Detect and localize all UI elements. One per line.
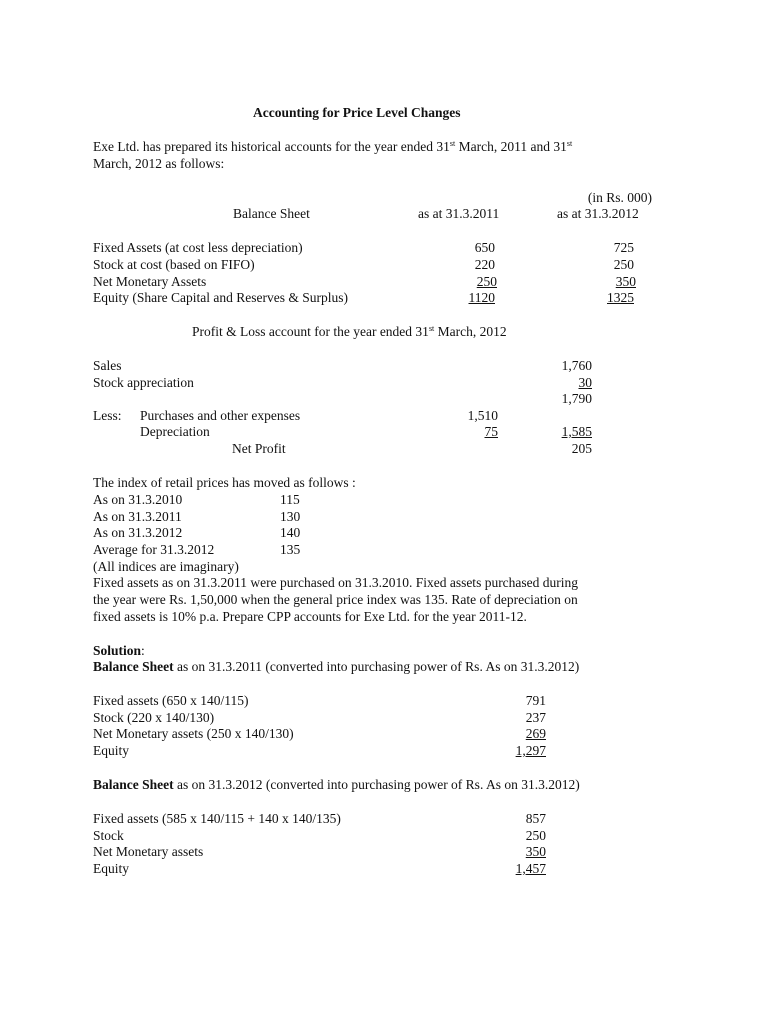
bs-row-label: Equity (Share Capital and Reserves & Surplus)	[93, 290, 348, 305]
solution-bs1-row-value: 237	[525, 710, 546, 725]
bs-label: Balance Sheet	[233, 206, 310, 221]
bs-row-v1: 220	[474, 257, 495, 272]
index-row-label: As on 31.3.2012	[93, 525, 183, 540]
bs-row-label: Stock at cost (based on FIFO)	[93, 257, 255, 272]
pl-title-a: Profit & Loss account for the year ended 31	[192, 324, 429, 339]
solution-bs2-heading	[93, 777, 580, 793]
pl-sales-label: Sales	[93, 358, 122, 373]
intro-line-2: March, 2012 as follows:	[93, 156, 225, 171]
solution-bs2-row-label: Fixed assets (585 x 140/115 + 140 x 140/135)	[93, 811, 341, 826]
question-paragraph-line: the year were Rs. 1,50,000 when the general price index was 135. Rate of depreciation on	[93, 592, 578, 607]
pl-sales-value: 1,760	[561, 358, 592, 373]
bs-col2-header: as at 31.3.2012	[557, 206, 639, 221]
solution-bs1-row-label: Net Monetary assets (250 x 140/130)	[93, 726, 294, 741]
pl-depreciation-value: 75	[484, 424, 498, 439]
pl-net-profit-value: 205	[571, 441, 592, 456]
solution-bs1-row-value: 1,297	[515, 743, 546, 758]
solution-bs1-row-label: Stock (220 x 140/130)	[93, 710, 215, 725]
index-row-value: 135	[280, 542, 301, 557]
index-row-label: As on 31.3.2011	[93, 509, 182, 524]
pl-less-label: Less:	[93, 408, 122, 423]
bs-row-v2: 1325	[607, 290, 634, 305]
index-row-value: 130	[280, 509, 301, 524]
bs-row-label: Net Monetary Assets	[93, 274, 207, 289]
bs-row-v1: 650	[474, 240, 495, 255]
intro-sup-1: st	[449, 139, 456, 148]
solution-bs1-rest: as on 31.3.2011 (converted into purchasing power of Rs. As on 31.3.2012)	[173, 659, 580, 674]
intro-line-1	[93, 139, 572, 155]
solution-bs2-row-label: Equity	[93, 861, 129, 876]
solution-bs2-row-label: Net Monetary assets	[93, 844, 204, 859]
bs-row-label: Fixed Assets (at cost less depreciation)	[93, 240, 303, 255]
pl-title	[192, 324, 507, 340]
pl-subtotal: 1,790	[561, 391, 592, 406]
index-heading: The index of retail prices has moved as follows :	[93, 475, 356, 490]
index-row-value: 115	[280, 492, 300, 507]
question-paragraph-line: Fixed assets as on 31.3.2011 were purchased on 31.3.2010. Fixed assets purchased during	[93, 575, 579, 590]
solution-bs1-bold: Balance Sheet	[93, 659, 174, 674]
solution-bs2-rest: as on 31.3.2012 (converted into purchasing power of Rs. As on 31.3.2012)	[173, 777, 580, 792]
solution-bs2-row-value: 350	[525, 844, 546, 859]
pl-purchases-label: Purchases and other expenses	[140, 408, 301, 423]
pl-title-b: March, 2012	[434, 324, 507, 339]
bs-row-v2: 250	[613, 257, 634, 272]
solution-heading-text: Solution	[93, 643, 142, 658]
pl-purchases-value: 1,510	[467, 408, 498, 423]
bs-col1-header: as at 31.3.2011	[418, 206, 500, 221]
index-row-label: Average for 31.3.2012	[93, 542, 215, 557]
index-note: (All indices are imaginary)	[93, 559, 239, 574]
pl-title-sup: st	[428, 324, 435, 333]
intro-text-a: Exe Ltd. has prepared its historical accounts for the year ended 31	[93, 139, 450, 154]
solution-bs2-row-value: 857	[525, 811, 546, 826]
solution-bs1-row-value: 791	[525, 693, 546, 708]
bs-row-v2: 350	[615, 274, 636, 289]
solution-colon: :	[141, 643, 145, 658]
pl-depreciation-label: Depreciation	[140, 424, 210, 439]
pl-net-profit-label: Net Profit	[232, 441, 286, 456]
pl-stock-appreciation-value: 30	[578, 375, 592, 390]
bs-row-v1: 250	[476, 274, 497, 289]
intro-text-b: March, 2011 and 31	[455, 139, 567, 154]
bs-row-v2: 725	[613, 240, 634, 255]
solution-bs1-row-value: 269	[525, 726, 546, 741]
solution-bs2-row-value: 1,457	[515, 861, 546, 876]
solution-bs2-bold: Balance Sheet	[93, 777, 174, 792]
bs-row-v1: 1120	[468, 290, 495, 305]
question-paragraph-line: fixed assets is 10% p.a. Prepare CPP accounts for Exe Ltd. for the year 2011-12.	[93, 609, 527, 624]
page-title: Accounting for Price Level Changes	[253, 105, 461, 120]
solution-bs2-row-value: 250	[525, 828, 546, 843]
solution-bs1-heading	[93, 659, 579, 675]
solution-bs1-row-label: Equity	[93, 743, 129, 758]
pl-stock-appreciation-label: Stock appreciation	[93, 375, 194, 390]
solution-bs1-row-label: Fixed assets (650 x 140/115)	[93, 693, 249, 708]
solution-heading	[93, 643, 145, 659]
bs-units: (in Rs. 000)	[587, 190, 652, 205]
solution-bs2-row-label: Stock	[93, 828, 124, 843]
index-row-label: As on 31.3.2010	[93, 492, 183, 507]
pl-less-total: 1,585	[561, 424, 592, 439]
index-row-value: 140	[280, 525, 301, 540]
intro-sup-2: st	[566, 139, 573, 148]
